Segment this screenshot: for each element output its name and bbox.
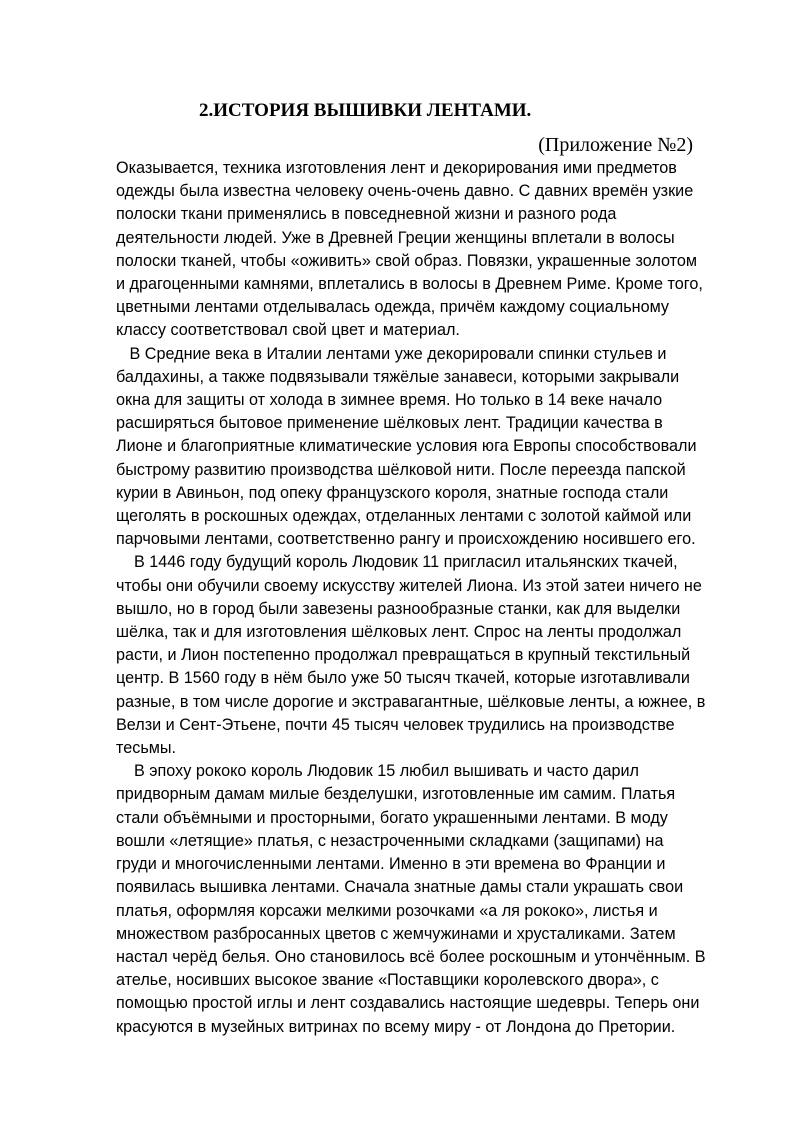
text-line: помощью простой иглы и лент создавались настоящие шедевры. Теперь они — [116, 994, 700, 1013]
text-line: вышло, но в город были завезены разнообразные станки, как для выделки — [116, 599, 681, 618]
text-line: красуются в музейных витринах по всему миру - от Лондона до Претории. — [116, 1017, 676, 1036]
text-line: быстрому развитию производства шёлковой нити. После переезда папской — [116, 460, 686, 479]
text-line: разные, в том числе дорогие и экстравагантные, шёлковые ленты, а южнее, в — [116, 692, 706, 711]
text-line: платья, оформляя корсажи мелкими розочками «а ля рококо», листья и — [116, 901, 658, 920]
text-line: Лионе и благоприятные климатические условия юга Европы способствовали — [116, 437, 697, 456]
appendix-reference: (Приложение №2) — [538, 134, 693, 156]
text-line: балдахины, а также подвязывали тяжёлые занавеси, которыми закрывали — [116, 367, 680, 386]
body-text — [116, 157, 776, 1039]
text-line: В Средние века в Италии лентами уже декорировали спинки стульев и — [116, 344, 667, 363]
text-line: В 1446 году будущий король Людовик 11 пригласил итальянских ткачей, — [116, 553, 678, 572]
text-line: одежды была известна человеку очень-очень давно. С давних времён узкие — [116, 182, 694, 201]
text-line: множеством разбросанных цветов с жемчужинами и хрусталиками. Затем — [116, 924, 676, 943]
text-line: и драгоценными камнями, вплетались в волосы в Древнем Риме. Кроме того, — [116, 275, 703, 294]
document-title: 2.ИСТОРИЯ ВЫШИВКИ ЛЕНТАМИ. — [199, 100, 532, 121]
text-line: курии в Авиньон, под опеку французского короля, знатные господа стали — [116, 483, 669, 502]
text-line: В эпоху рококо король Людовик 15 любил вышивать и часто дарил — [116, 762, 639, 781]
text-line: чтобы они обучили своему искусству жителей Лиона. Из этой затеи ничего не — [116, 576, 702, 595]
text-line: придворным дамам милые безделушки, изготовленные им самим. Платья — [116, 785, 676, 804]
text-line: настал черёд белья. Оно становилось всё более роскошным и утончённым. В — [116, 947, 706, 966]
text-line: Оказывается, техника изготовления лент и декорирования ими предметов — [116, 159, 677, 177]
text-line: появилась вышивка лентами. Сначала знатные дамы стали украшать свои — [116, 878, 684, 897]
text-line: груди и многочисленными лентами. Именно в эти времена во Франции и — [116, 855, 666, 874]
text-line: расти, и Лион постепенно продолжал превращаться в крупный текстильный — [116, 646, 691, 665]
text-line: шёлка, так и для изготовления шёлковых лент. Спрос на ленты продолжал — [116, 623, 682, 642]
text-line: окна для защиты от холода в зимнее время. Но только в 14 веке начало — [116, 391, 663, 410]
text-line: парчовыми лентами, соответственно рангу и происхождению носившего его. — [116, 530, 696, 549]
text-line: тесьмы. — [116, 739, 177, 758]
text-line: полоски тканей, чтобы «оживить» свой образ. Повязки, украшенные золотом — [116, 251, 697, 270]
text-line: Велзи и Сент-Этьене, почти 45 тысяч человек трудились на производстве — [116, 715, 675, 734]
text-line: полоски ткани применялись в повседневной жизни и разного рода — [116, 205, 617, 224]
text-line: цветными лентами отделывалась одежда, причём каждому социальному — [116, 298, 670, 317]
text-line: щеголять в роскошных одеждах, отделанных лентами с золотой каймой или — [116, 507, 692, 526]
text-line: вошли «летящие» платья, с незастроченными складками (защипами) на — [116, 831, 664, 850]
text-line: стали объёмными и просторными, богато украшенными лентами. В моду — [116, 808, 668, 827]
text-line: деятельности людей. Уже в Древней Греции женщины вплетали в волосы — [116, 228, 675, 247]
text-line: классу соответствовал свой цвет и материал. — [116, 321, 460, 340]
text-line: центр. В 1560 году в нём было уже 50 тысяч ткачей, которые изготавливали — [116, 669, 690, 688]
text-line: ателье, носивших высокое звание «Поставщики королевского двора», с — [116, 971, 659, 990]
text-line: расширяться бытовое применение шёлковых лент. Традиции качества в — [116, 414, 663, 433]
